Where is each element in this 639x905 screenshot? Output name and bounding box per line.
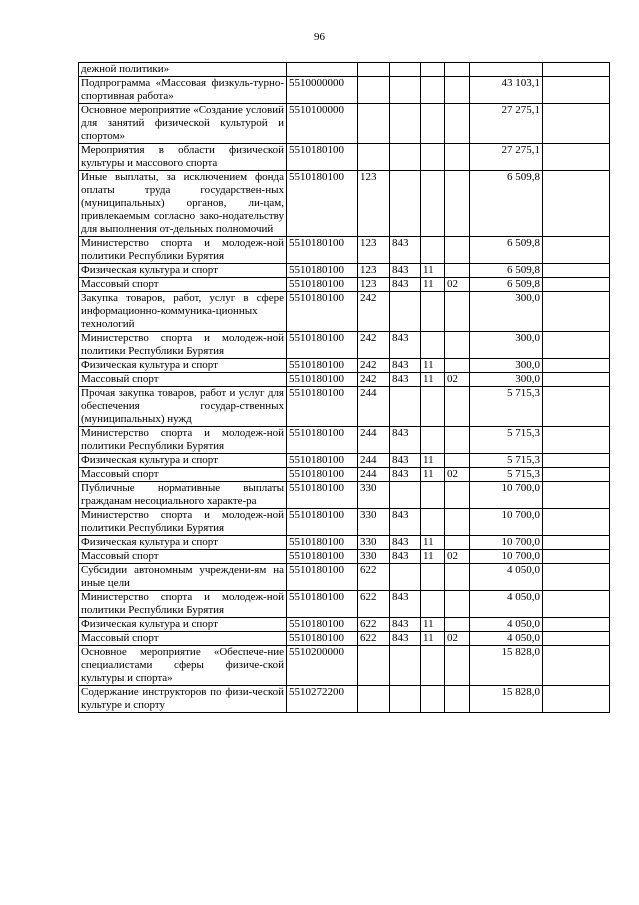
row-subsection — [445, 144, 470, 171]
row-expense-type — [358, 646, 390, 686]
row-section — [421, 646, 445, 686]
table-row — [79, 104, 610, 144]
row-subsection — [445, 536, 470, 550]
row-section — [421, 77, 445, 104]
row-target-code: 5510180100 — [287, 482, 358, 509]
row-expense-type: 330 — [358, 482, 390, 509]
row-amount: 300,0 — [470, 292, 543, 332]
row-target-code: 5510180100 — [287, 454, 358, 468]
row-expense-type — [358, 144, 390, 171]
row-subsection — [445, 454, 470, 468]
row-expense-type — [358, 63, 390, 77]
budget-table — [78, 62, 610, 713]
row-name: Основное мероприятие «Создание условий для занятий физической культурой и спортом» — [79, 104, 287, 144]
row-subsection — [445, 564, 470, 591]
row-empty-cell — [543, 63, 610, 77]
row-empty-cell — [543, 646, 610, 686]
row-target-code: 5510180100 — [287, 618, 358, 632]
row-amount: 10 700,0 — [470, 550, 543, 564]
table-row — [79, 278, 610, 292]
row-section: 11 — [421, 550, 445, 564]
row-subsection — [445, 332, 470, 359]
row-name: Физическая культура и спорт — [79, 618, 287, 632]
table-row — [79, 468, 610, 482]
row-name: Массовый спорт — [79, 373, 287, 387]
row-target-code: 5510180100 — [287, 292, 358, 332]
row-section: 11 — [421, 278, 445, 292]
row-section: 11 — [421, 454, 445, 468]
row-empty-cell — [543, 171, 610, 237]
row-empty-cell — [543, 373, 610, 387]
table-row — [79, 171, 610, 237]
row-amount: 5 715,3 — [470, 427, 543, 454]
row-subsection — [445, 591, 470, 618]
row-section — [421, 332, 445, 359]
row-ministry-code — [390, 482, 421, 509]
row-target-code: 5510180100 — [287, 427, 358, 454]
row-empty-cell — [543, 427, 610, 454]
row-empty-cell — [543, 144, 610, 171]
row-ministry-code: 843 — [390, 591, 421, 618]
row-empty-cell — [543, 278, 610, 292]
row-expense-type: 242 — [358, 332, 390, 359]
row-expense-type: 244 — [358, 427, 390, 454]
table-row — [79, 292, 610, 332]
table-row — [79, 359, 610, 373]
row-amount: 6 509,8 — [470, 237, 543, 264]
row-section: 11 — [421, 468, 445, 482]
row-name: Прочая закупка товаров, работ и услуг для обеспечения государ-ственных (муниципальных) нужд — [79, 387, 287, 427]
row-ministry-code — [390, 77, 421, 104]
row-section: 11 — [421, 359, 445, 373]
table-row — [79, 686, 610, 713]
row-expense-type: 242 — [358, 359, 390, 373]
row-section — [421, 292, 445, 332]
row-subsection — [445, 387, 470, 427]
table-row — [79, 237, 610, 264]
row-ministry-code: 843 — [390, 373, 421, 387]
row-ministry-code: 843 — [390, 618, 421, 632]
row-expense-type — [358, 686, 390, 713]
row-ministry-code — [390, 387, 421, 427]
row-target-code: 5510180100 — [287, 468, 358, 482]
row-ministry-code: 843 — [390, 468, 421, 482]
row-section — [421, 144, 445, 171]
row-target-code: 5510180100 — [287, 264, 358, 278]
row-name: Подпрограмма «Массовая физкуль-турно-спортивная работа» — [79, 77, 287, 104]
row-amount: 10 700,0 — [470, 536, 543, 550]
row-expense-type: 242 — [358, 373, 390, 387]
row-section: 11 — [421, 536, 445, 550]
row-ministry-code: 843 — [390, 278, 421, 292]
row-amount: 300,0 — [470, 373, 543, 387]
row-section — [421, 591, 445, 618]
row-amount: 5 715,3 — [470, 387, 543, 427]
row-target-code: 5510180100 — [287, 509, 358, 536]
table-row — [79, 63, 610, 77]
row-empty-cell — [543, 104, 610, 144]
row-amount: 27 275,1 — [470, 104, 543, 144]
row-name: Массовый спорт — [79, 278, 287, 292]
row-ministry-code: 843 — [390, 454, 421, 468]
row-target-code: 5510180100 — [287, 332, 358, 359]
table-row — [79, 591, 610, 618]
row-target-code: 5510180100 — [287, 171, 358, 237]
row-empty-cell — [543, 468, 610, 482]
row-name: Министерство спорта и молодеж-ной политики Республики Бурятия — [79, 332, 287, 359]
row-subsection: 02 — [445, 632, 470, 646]
row-subsection — [445, 618, 470, 632]
row-name: Массовый спорт — [79, 468, 287, 482]
row-empty-cell — [543, 536, 610, 550]
row-empty-cell — [543, 550, 610, 564]
row-empty-cell — [543, 686, 610, 713]
row-amount: 10 700,0 — [470, 509, 543, 536]
row-amount: 4 050,0 — [470, 618, 543, 632]
row-target-code: 5510180100 — [287, 591, 358, 618]
table-row — [79, 632, 610, 646]
row-expense-type: 244 — [358, 454, 390, 468]
row-empty-cell — [543, 632, 610, 646]
table-row — [79, 427, 610, 454]
row-amount: 15 828,0 — [470, 646, 543, 686]
row-empty-cell — [543, 591, 610, 618]
row-subsection: 02 — [445, 373, 470, 387]
row-empty-cell — [543, 77, 610, 104]
row-ministry-code — [390, 564, 421, 591]
row-target-code: 5510180100 — [287, 144, 358, 171]
row-subsection — [445, 237, 470, 264]
row-name: Основное мероприятие «Обеспече-ние специалистами сферы физиче-ской культуры и спорта» — [79, 646, 287, 686]
row-amount: 5 715,3 — [470, 468, 543, 482]
row-empty-cell — [543, 618, 610, 632]
row-expense-type: 622 — [358, 618, 390, 632]
row-target-code — [287, 63, 358, 77]
row-expense-type — [358, 104, 390, 144]
row-target-code: 5510180100 — [287, 359, 358, 373]
row-ministry-code — [390, 104, 421, 144]
page-number: 96 — [314, 31, 325, 43]
row-expense-type: 123 — [358, 264, 390, 278]
row-name: Массовый спорт — [79, 550, 287, 564]
row-amount: 27 275,1 — [470, 144, 543, 171]
row-expense-type: 123 — [358, 237, 390, 264]
row-expense-type: 622 — [358, 564, 390, 591]
row-ministry-code: 843 — [390, 509, 421, 536]
row-amount — [470, 63, 543, 77]
row-amount: 300,0 — [470, 359, 543, 373]
row-amount: 5 715,3 — [470, 454, 543, 468]
row-section: 11 — [421, 264, 445, 278]
row-empty-cell — [543, 359, 610, 373]
row-expense-type: 242 — [358, 292, 390, 332]
row-expense-type: 330 — [358, 509, 390, 536]
row-section — [421, 387, 445, 427]
row-subsection: 02 — [445, 550, 470, 564]
row-name: Министерство спорта и молодеж-ной политики Республики Бурятия — [79, 509, 287, 536]
row-empty-cell — [543, 237, 610, 264]
row-subsection — [445, 292, 470, 332]
row-subsection — [445, 686, 470, 713]
row-ministry-code: 843 — [390, 359, 421, 373]
row-expense-type — [358, 77, 390, 104]
row-target-code: 5510000000 — [287, 77, 358, 104]
row-expense-type: 330 — [358, 550, 390, 564]
row-ministry-code: 843 — [390, 536, 421, 550]
row-target-code: 5510180100 — [287, 278, 358, 292]
row-subsection: 02 — [445, 278, 470, 292]
row-ministry-code: 843 — [390, 332, 421, 359]
table-row — [79, 77, 610, 104]
row-ministry-code — [390, 686, 421, 713]
row-amount: 15 828,0 — [470, 686, 543, 713]
table-row — [79, 144, 610, 171]
table-row — [79, 509, 610, 536]
row-name: Министерство спорта и молодеж-ной политики Республики Бурятия — [79, 427, 287, 454]
row-amount: 6 509,8 — [470, 278, 543, 292]
row-ministry-code — [390, 171, 421, 237]
table-body — [79, 63, 610, 713]
row-section — [421, 509, 445, 536]
row-subsection — [445, 264, 470, 278]
row-amount: 4 050,0 — [470, 632, 543, 646]
row-amount: 300,0 — [470, 332, 543, 359]
row-subsection — [445, 63, 470, 77]
row-section — [421, 63, 445, 77]
row-section — [421, 104, 445, 144]
row-empty-cell — [543, 332, 610, 359]
table-row — [79, 550, 610, 564]
row-empty-cell — [543, 387, 610, 427]
row-ministry-code — [390, 292, 421, 332]
row-amount: 10 700,0 — [470, 482, 543, 509]
row-expense-type: 123 — [358, 171, 390, 237]
row-expense-type: 244 — [358, 387, 390, 427]
row-name: Субсидии автономным учреждени-ям на иные цели — [79, 564, 287, 591]
row-name: Физическая культура и спорт — [79, 359, 287, 373]
row-amount: 6 509,8 — [470, 171, 543, 237]
row-subsection — [445, 77, 470, 104]
row-section — [421, 564, 445, 591]
row-expense-type: 622 — [358, 591, 390, 618]
row-section: 11 — [421, 373, 445, 387]
row-ministry-code: 843 — [390, 427, 421, 454]
row-empty-cell — [543, 292, 610, 332]
row-ministry-code: 843 — [390, 237, 421, 264]
row-section — [421, 237, 445, 264]
row-subsection — [445, 427, 470, 454]
row-subsection — [445, 359, 470, 373]
row-name: Министерство спорта и молодеж-ной политики Республики Бурятия — [79, 591, 287, 618]
row-ministry-code: 843 — [390, 550, 421, 564]
row-name: Мероприятия в области физической культуры и массового спорта — [79, 144, 287, 171]
row-empty-cell — [543, 564, 610, 591]
row-target-code: 5510180100 — [287, 564, 358, 591]
row-empty-cell — [543, 482, 610, 509]
row-target-code: 5510180100 — [287, 632, 358, 646]
table-row — [79, 482, 610, 509]
row-section — [421, 427, 445, 454]
row-target-code: 5510180100 — [287, 536, 358, 550]
row-amount: 4 050,0 — [470, 591, 543, 618]
row-section: 11 — [421, 632, 445, 646]
row-name: Закупка товаров, работ, услуг в сфере информационно-коммуника-ционных технологий — [79, 292, 287, 332]
row-target-code: 5510180100 — [287, 237, 358, 264]
row-target-code: 5510180100 — [287, 550, 358, 564]
row-subsection: 02 — [445, 468, 470, 482]
row-subsection — [445, 646, 470, 686]
table-row — [79, 618, 610, 632]
row-subsection — [445, 104, 470, 144]
table-row — [79, 264, 610, 278]
table-row — [79, 373, 610, 387]
row-target-code: 5510180100 — [287, 387, 358, 427]
table-row — [79, 387, 610, 427]
row-empty-cell — [543, 509, 610, 536]
table-row — [79, 332, 610, 359]
row-empty-cell — [543, 454, 610, 468]
row-name: Физическая культура и спорт — [79, 536, 287, 550]
row-ministry-code: 843 — [390, 264, 421, 278]
row-section: 11 — [421, 618, 445, 632]
row-name: Министерство спорта и молодеж-ной политики Республики Бурятия — [79, 237, 287, 264]
row-target-code: 5510180100 — [287, 373, 358, 387]
row-name: Содержание инструкторов по физи-ческой культуре и спорту — [79, 686, 287, 713]
row-subsection — [445, 509, 470, 536]
row-expense-type: 123 — [358, 278, 390, 292]
row-section — [421, 686, 445, 713]
row-target-code: 5510200000 — [287, 646, 358, 686]
row-expense-type: 330 — [358, 536, 390, 550]
row-section — [421, 171, 445, 237]
row-name: Массовый спорт — [79, 632, 287, 646]
row-amount: 4 050,0 — [470, 564, 543, 591]
table-row — [79, 454, 610, 468]
row-ministry-code — [390, 646, 421, 686]
row-section — [421, 482, 445, 509]
row-expense-type: 244 — [358, 468, 390, 482]
row-target-code: 5510272200 — [287, 686, 358, 713]
row-subsection — [445, 482, 470, 509]
row-name: Публичные нормативные выплаты гражданам несоциального характе-ра — [79, 482, 287, 509]
table-row — [79, 646, 610, 686]
row-amount: 6 509,8 — [470, 264, 543, 278]
table-row — [79, 564, 610, 591]
row-ministry-code — [390, 144, 421, 171]
row-target-code: 5510100000 — [287, 104, 358, 144]
row-name: Физическая культура и спорт — [79, 454, 287, 468]
row-expense-type: 622 — [358, 632, 390, 646]
row-empty-cell — [543, 264, 610, 278]
row-amount: 43 103,1 — [470, 77, 543, 104]
row-ministry-code — [390, 63, 421, 77]
table-row — [79, 536, 610, 550]
row-name: Иные выплаты, за исключением фонда оплаты труда государствен-ных (муниципальных) органов, ли-цам, привлекаемым согласно зако-нодательству для выполнения от-дельных полномочий — [79, 171, 287, 237]
row-ministry-code: 843 — [390, 632, 421, 646]
row-name: дежной политики» — [79, 63, 287, 77]
row-name: Физическая культура и спорт — [79, 264, 287, 278]
row-subsection — [445, 171, 470, 237]
